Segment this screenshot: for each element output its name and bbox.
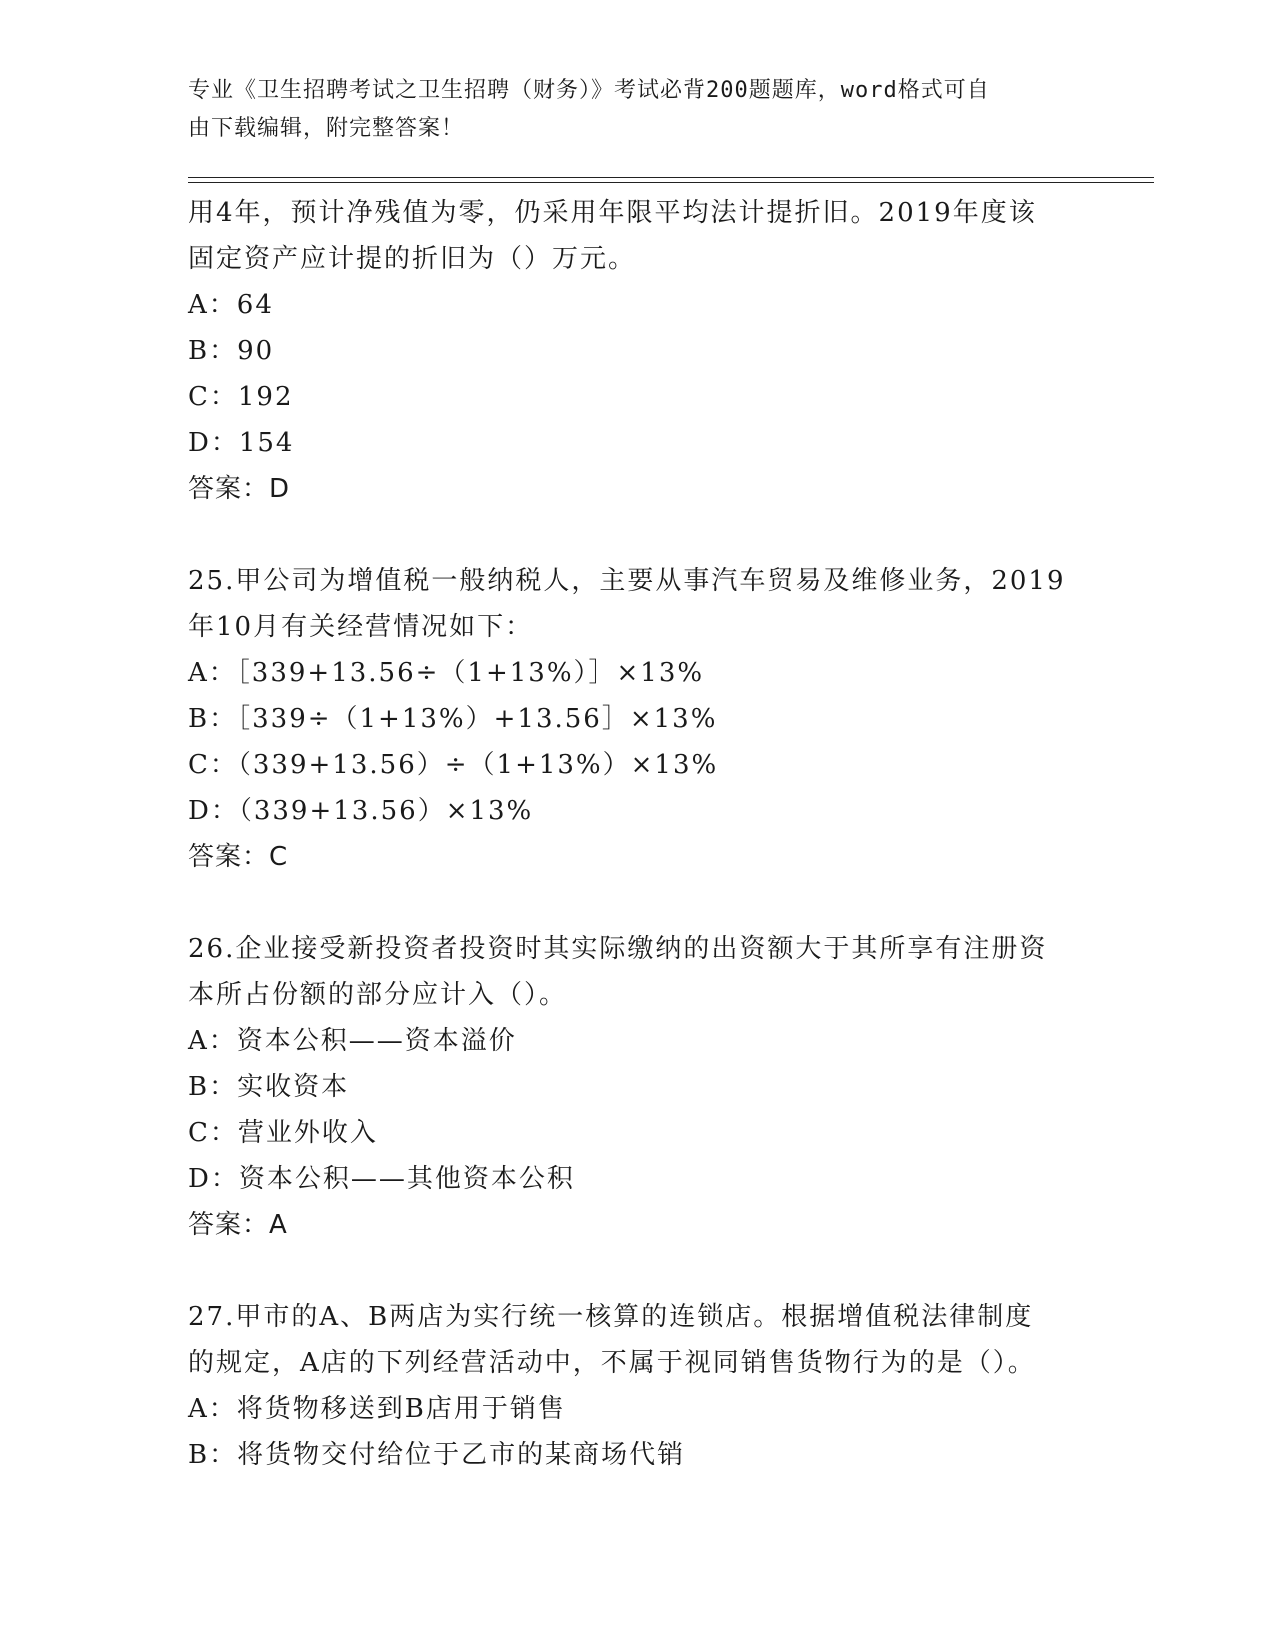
question-stem: 固定资产应计提的折旧为（）万元。 (188, 244, 637, 274)
question-stem: 27.甲市的A、B两店为实行统一核算的连锁店。根据增值税法律制度 (188, 1302, 1034, 1332)
header-line-2: 由下载编辑，附完整答案！ (188, 116, 465, 141)
option-b: B：将货物交付给位于乙市的某商场代销 (188, 1440, 686, 1470)
question-24 (188, 190, 1088, 512)
spacer (188, 512, 1088, 558)
option-a: A：资本公积——资本溢价 (188, 1026, 517, 1056)
option-b: B：实收资本 (188, 1072, 350, 1102)
question-stem: 年10月有关经营情况如下： (188, 612, 534, 642)
option-c: C：192 (188, 382, 294, 412)
question-26 (188, 926, 1088, 1248)
option-d: D：（339+13.56）×13% (188, 796, 534, 826)
spacer (188, 880, 1088, 926)
document-header (188, 72, 1088, 148)
question-stem: 26.企业接受新投资者投资时其实际缴纳的出资额大于其所享有注册资 (188, 934, 1048, 964)
question-stem: 用4年，预计净残值为零，仍采用年限平均法计提折旧。2019年度该 (188, 198, 1037, 228)
header-divider-bottom (188, 182, 1154, 183)
answer-line: 答案：C (188, 842, 289, 872)
option-c: C：（339+13.56）÷（1+13%）×13% (188, 750, 719, 780)
question-25 (188, 558, 1088, 880)
header-line-1: 专业《卫生招聘考试之卫生招聘（财务）》考试必背200题题库，word格式可自 (188, 78, 990, 103)
question-stem: 25.甲公司为增值税一般纳税人，主要从事汽车贸易及维修业务，2019 (188, 566, 1066, 596)
header-divider-top (188, 177, 1154, 178)
option-b: B：［339÷（1+13%）+13.56］×13% (188, 704, 718, 734)
option-c: C：营业外收入 (188, 1118, 378, 1148)
question-27 (188, 1294, 1088, 1478)
option-d: D：资本公积——其他资本公积 (188, 1164, 575, 1194)
answer-line: 答案：A (188, 1210, 288, 1240)
answer-line: 答案：D (188, 474, 291, 504)
option-a: A：［339+13.56÷（1+13%）］×13% (188, 658, 705, 688)
question-stem: 的规定，A店的下列经营活动中，不属于视同销售货物行为的是（）。 (188, 1348, 1036, 1378)
option-b: B：90 (188, 336, 275, 366)
option-a: A：将货物移送到B店用于销售 (188, 1394, 566, 1424)
spacer (188, 1248, 1088, 1294)
question-stem: 本所占份额的部分应计入（）。 (188, 980, 568, 1010)
question-list (188, 190, 1088, 1478)
option-d: D：154 (188, 428, 295, 458)
option-a: A：64 (188, 290, 274, 320)
